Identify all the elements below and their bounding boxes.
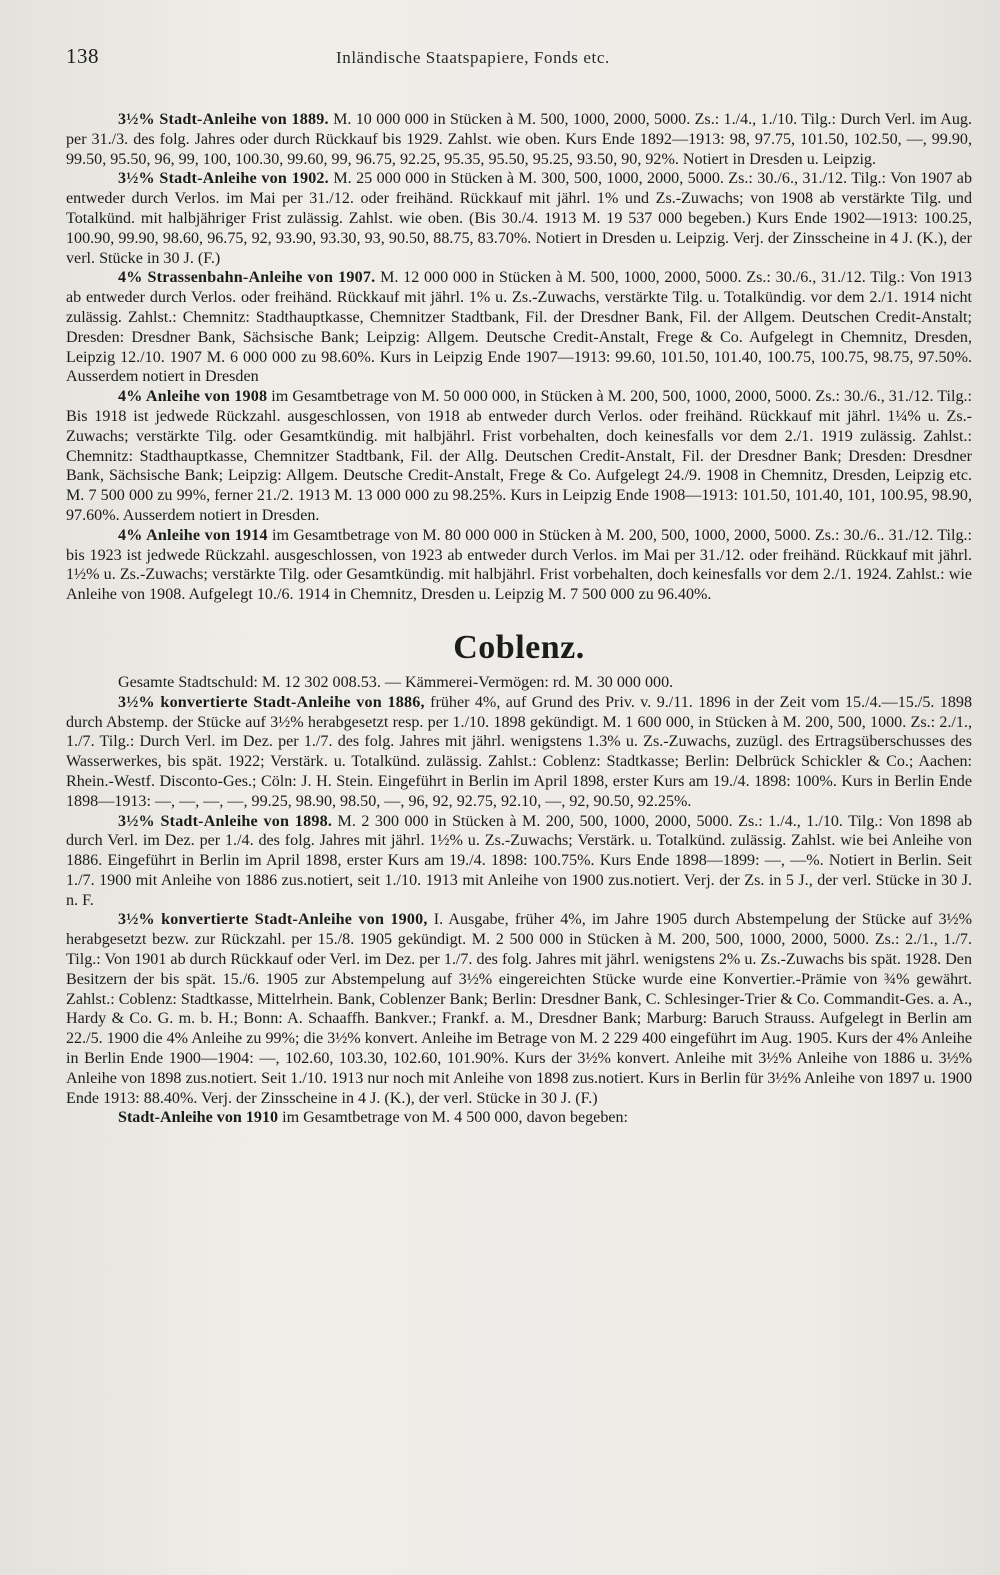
section-text: M. 12 000 000 in Stücken à M. 500, 1000, 2000, 5000. Zs.: 30./6., 31./12. Tilg.: Von 1913 ab entweder durch Verlos. oder freihänd. Rückkauf mit jährl. 1% u. Zs.-Zuwachs, verstärkte Tilg. u. Totalkündig. vor dem 2./1. 1914 nicht zulässig. Zahlst.: Chemnitz: Stadthauptkasse, Chemnitzer Stadtbank, Fil. der Dresdner Bank, Fil. der Allgem. Deutschen Credit-Anstalt; Dresden: Dresdner Bank, Sächsische Bank; Leipzig: Allgem. Deutsche Credit-Anstalt, Frege & Co. Aufgelegt in Chemnitz, Dresden, Leipzig 12./10. 1907 M. 6 000 000 zu 98.60%. Kurs in Leipzig Ende 1907—1913: 99.60, 101.50, 101.40, 100.75, 100.75, 98.75, 97.50%. Ausserdem notiert in Dresden — [66, 269, 972, 386]
page-number: 138 — [66, 44, 99, 68]
section-text: im Gesamtbetrage von M. 80 000 000 in Stücken à M. 200, 500, 1000, 2000, 5000. Zs.: 30./6.. 31./12. Tilg.: bis 1923 ist jedwede Rückzahl. ausgeschlossen, von 1923 ab entweder durch Verlos. im Mai per 31./12. oder freihänd. Rückkauf mit jährl. 1½% u. Zs.-Zuwachs; verstärkte Tilg. oder Gesamtkündig. mit halbjährl. Frist vorbehalten, doch keinesfalls vor dem 2./1. 1924. Zahlst.: wie Anleihe von 1908. Aufgelegt 10./6. 1914 in Chemnitz, Dresden u. Leipzig M. 7 500 000 zu 96.40%. — [66, 526, 972, 604]
section-anleihe-1902 — [66, 169, 972, 268]
section-title: 3½% konvertierte Stadt-Anleihe von 1900, — [118, 911, 428, 929]
page-header — [66, 44, 972, 84]
city-heading: Coblenz. — [453, 628, 585, 666]
section-text: M. 10 000 000 in Stücken à M. 500, 1000, 2000, 5000. Zs.: 1./4., 1./10. Tilg.: Durch Verl. im Aug. per 31./3. des folg. Jahres oder durch Rückkauf bis 1929. Zahlst. wie oben. Kurs Ende 1892—1913: 98, 97.75, 101.50, 102.50, —, 99.90, 99.50, 95.50, 96, 99, 100, 100.30, 99.60, 99, 96.75, 92.25, 95.35, 95.50, 95.25, 93.50, 90, 92%. Notiert in Dresden u. Leipzig. — [66, 111, 972, 168]
section-konv-anleihe-1886 — [66, 693, 972, 812]
section-konv-anleihe-1900 — [66, 910, 972, 1108]
section-title: 4% Anleihe von 1914 — [118, 526, 268, 544]
section-title: 3½% Stadt-Anleihe von 1902. — [118, 170, 329, 188]
section-text: M. 2 300 000 in Stücken à M. 200, 500, 1000, 2000, 5000. Zs.: 1./4., 1./10. Tilg.: Von 1898 ab durch Verl. im Dez. per 1./4. des folg. Jahres mit jährl. 1½% u. Zs.-Zuwachs; Verstärk. u. Totalkünd. zulässig. Zahlst. wie bei Anleihe von 1886. Eingeführt in Berlin im April 1898, erster Kurs am 19./4. 1898: 100.75%. Kurs Ende 1898—1899: —, —%. Notiert in Berlin. Seit 1./7. 1900 mit Anleihe von 1886 zus.notiert, seit 1./10. 1913 mit Anleihe von 1900 zus.notiert. Verj. der Zs. in 5 J., der verl. Stücke in 30 J. n. F. — [66, 812, 973, 909]
section-text: im Gesamtbetrage von M. 4 500 000, davon begeben: — [282, 1109, 629, 1127]
city-debt-summary: Gesamte Stadtschuld: M. 12 302 008.53. — Kämmerei-Vermögen: rd. M. 30 000 000. — [118, 673, 674, 691]
section-title: Stadt-Anleihe von 1910 — [118, 1109, 279, 1127]
section-title: 3½% Stadt-Anleihe von 1898. — [118, 812, 333, 830]
section-strassenbahn-1907 — [66, 268, 972, 387]
running-head: Inländische Staatspapiere, Fonds etc. — [336, 48, 610, 67]
section-anleihe-1910 — [66, 1108, 972, 1128]
section-text: im Gesamtbetrage von M. 50 000 000, in Stücken à M. 200, 500, 1000, 2000, 5000. Zs.: 30./6., 31./12. Tilg.: Bis 1918 ist jedwede Rückzahl. ausgeschlossen, von 1918 ab entweder durch Verlos. oder freihänd. Rückkauf mit jährl. 1¼% u. Zs.-Zuwachs; verstärkte Tilg. oder Gesamtkündig. mit halbjährl. Frist vorbehalten, doch keinesfalls vor dem 2./1. 1919 zulässig. Zahlst.: Chemnitz: Stadthauptkasse, Chemnitzer Stadtbank, Fil. der Allg. Deutschen Credit-Anstalt, Fil. der Dresdner Bank; Dresden: Dresdner Bank, Sächsische Bank; Leipzig: Allgem. Deutsche Credit-Anstalt, Frege & Co. Aufgelegt 24./9. 1908 in Chemnitz, Dresden, Leipzig etc. M. 7 500 000 zu 99%, ferner 21./2. 1913 M. 13 000 000 zu 98.25%. Kurs in Leipzig Ende 1908—1913: 101.50, 101.40, 101, 100.95, 98.90, 97.60%. Ausserdem notiert in Dresden. — [66, 388, 973, 524]
section-anleihe-1914 — [66, 526, 972, 605]
section-text: M. 25 000 000 in Stücken à M. 300, 500, 1000, 2000, 5000. Zs.: 30./6., 31./12. Tilg.: Von 1907 ab entweder durch Verlos. im Mai per 31./12. oder freihänd. Rückkauf mit jährl. 1% und Zs.-Zuwachs; von 1908 ab verstärkte Tilg. und Totalkünd. mit halbjähriger Frist zulässig. Zahlst. wie oben. (Bis 30./4. 1913 M. 19 537 000 begeben.) Kurs Ende 1902—1913: 100.25, 100.90, 99.90, 98.60, 96.75, 92, 93.90, 93.30, 93, 90.50, 88.75, 83.70%. Notiert in Dresden u. Leipzig. Verj. der Zinsscheine in 4 J. (K.), der verl. Stücke in 30 J. (F.) — [66, 170, 972, 267]
section-anleihe-1908 — [66, 387, 972, 526]
section-anleihe-1889 — [66, 110, 972, 169]
section-text: früher 4%, auf Grund des Priv. v. 9./11. 1896 in der Zeit vom 15./4.—15./5. 1898 durch Abstemp. der Stücke auf 3½% herabgesetzt resp. per 1./10. 1898 gekündigt. M. 1 600 000, in Stücken à M. 200, 500, 1000. Zs.: 2./1., 1./7. Tilg.: Durch Verl. im Dez. per 1./7. des folg. Jahres mit jährl. wenigstens 1.3% u. Zs.-Zuwachs, zuzügl. des Ertragsüberschusses des Wasserwerkes, bis spät. 1922; Verstärk. u. Totalkünd. zulässig. Zahlst.: Coblenz: Stadtkasse; Berlin: Delbrück Schickler & Co.; Aachen: Rhein.-Westf. Disconto-Ges.; Cöln: J. H. Stein. Eingeführt in Berlin im April 1898, erster Kurs am 19./4. 1898: 100%. Kurs in Berlin Ende 1898—1913: —, —, —, —, 99.25, 98.90, 98.50, —, 96, 92, 92.75, 92.10, —, 92, 90.50, 92.25%. — [66, 693, 972, 810]
section-title: 3½% konvertierte Stadt-Anleihe von 1886, — [118, 693, 425, 711]
section-title: 3½% Stadt-Anleihe von 1889. — [118, 111, 329, 128]
section-title: 4% Strassenbahn-Anleihe von 1907. — [118, 269, 376, 287]
section-text: I. Ausgabe, früher 4%, im Jahre 1905 durch Abstempelung der Stücke auf 3½% herabgesetzt bezw. zur Rückzahl. per 15./8. 1905 gekündigt. M. 2 500 000 in Stücken à M. 200, 500, 1000, 2000, 5000. Zs.: 2./1., 1./7. Tilg.: Von 1901 ab durch Rückkauf oder Verl. im Dez. per 1./7. des folg. Jahres mit jährl. wenigstens 2% u. Zs.-Zuwachs bis spät. 1928. Den Besitzern der bis spät. 15./6. 1905 zur Abstempelung auf 3½% eingereichten Stücke wurde eine Konvertier.-Prämie von ¾% gewährt. Zahlst.: Coblenz: Stadtkasse, Mittelrhein. Bank, Coblenzer Bank; Berlin: Dresdner Bank, C. Schlesinger-Trier & Co. Commandit-Ges. a. A., Hardy & Co. G. m. b. H.; Bonn: A. Schaaffh. Bankver.; Frankf. a. M., Dresdner Bank; Marburg: Baruch Strauss. Aufgelegt in Berlin am 22./5. 1900 die 4% Anleihe zu 99%; die 3½% konvert. Anleihe im Betrage von M. 2 229 400 eingeführt im Aug. 1905. Kurs der 4% Anleihe in Berlin Ende 1900—1904: —, 102.60, 103.30, 102.60, 101.90%. Kurs der 3½% konvert. Anleihe mit 3½% Anleihe von 1886 u. 3½% Anleihe von 1898 zus.notiert. Seit 1./10. 1913 nur noch mit Anleihe von 1898 zus.notiert. Kurs in Berlin für 3½% Anleihe von 1897 u. 1900 Ende 1913: 88.40%. Verj. der Zinsscheine in 4 J. (K.), der verl. Stücke in 30 J. (F.) — [66, 911, 973, 1107]
section-anleihe-1898 — [66, 812, 972, 911]
section-title: 4% Anleihe von 1908 — [118, 388, 268, 406]
